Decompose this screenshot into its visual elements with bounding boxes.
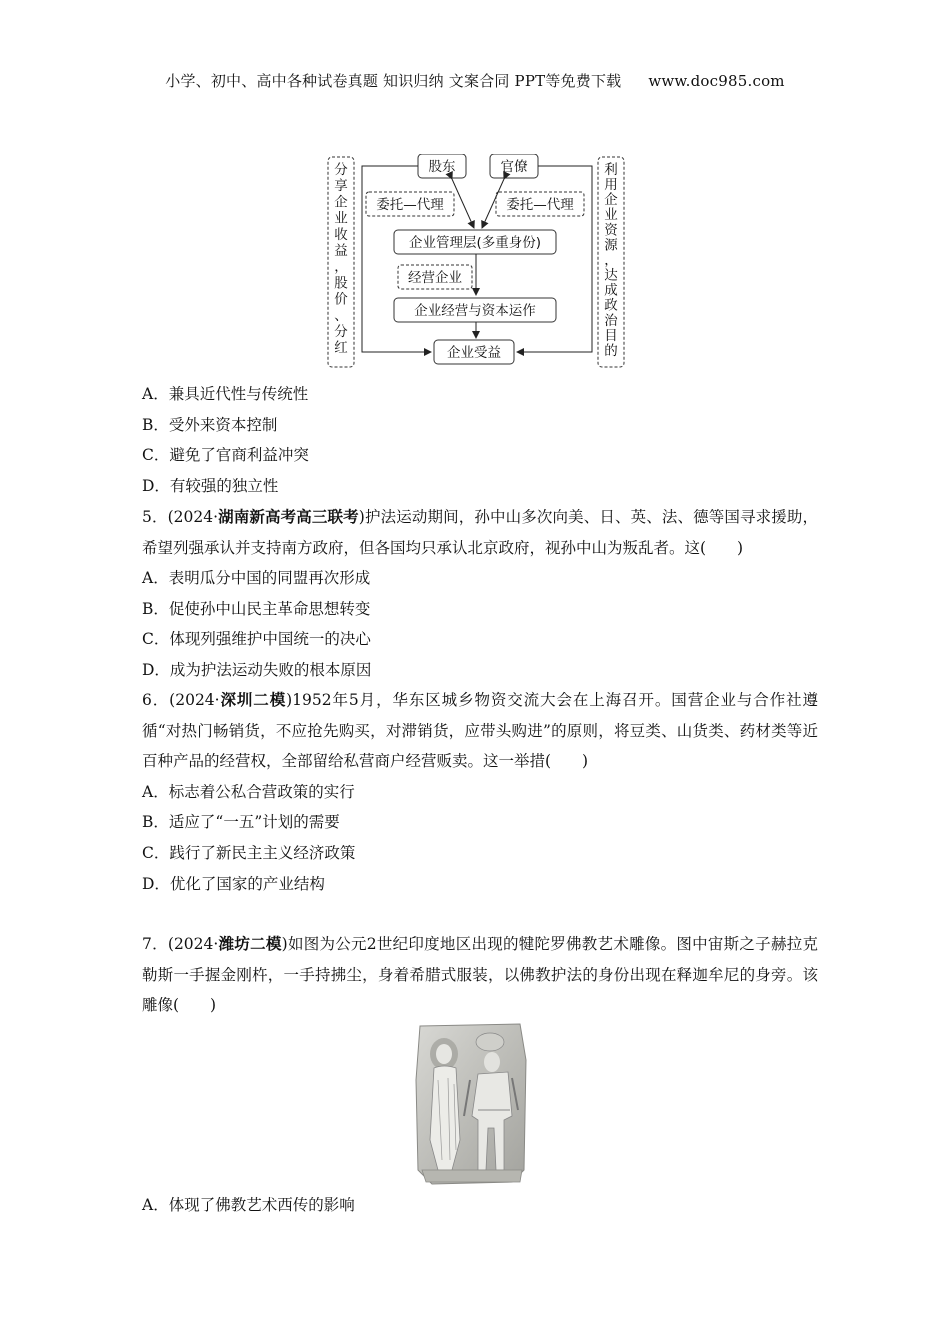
q5-source-pre: (2024· (167, 508, 219, 526)
question-5 (142, 502, 818, 686)
q7-stem-block (142, 929, 818, 1021)
question-7 (142, 929, 818, 1021)
header-text: 小学、初中、高中各种试卷真题 知识归纳 文案合同 PPT等免费下载 (165, 72, 622, 90)
q7-stem: 如图为公元2世纪印度地区出现的犍陀罗佛教艺术雕像。图中宙斯之子赫拉克勒斯一手握金刚杵，一手持拂尘，身着希腊式服装，以佛教护法的身份出现在释迦牟尼的身旁。该雕像( ) (142, 935, 818, 1015)
delegate-right-label: 委托—代理 (506, 197, 574, 213)
q7-number: 7． (142, 935, 168, 953)
operate-label: 经营企业 (408, 270, 462, 286)
q5-option-a: A．表明瓜分中国的同盟再次形成 (142, 569, 371, 588)
q4-option-d: D．有较强的独立性 (142, 476, 279, 495)
q7-source-post: ) (281, 935, 288, 953)
q6-option-a: A．标志着公私合营政策的实行 (142, 782, 355, 801)
left-label: 分享企业收益，股价、分红 (334, 162, 348, 357)
q6-number: 6． (142, 691, 170, 709)
q7-source: 潍坊二模 (218, 934, 282, 953)
left-vertical-label (334, 162, 348, 356)
q5-source-post: ) (358, 508, 365, 526)
officials-label: 官僚 (500, 159, 528, 175)
q6-stem-block (142, 685, 818, 777)
gandhara-statue-image (412, 1020, 529, 1186)
right-label: 利用企业资源，达成政治目的 (604, 162, 618, 359)
arrow-shareholders (452, 179, 474, 228)
q4-options (142, 379, 818, 501)
q4-option-c: C．避免了官商利益冲突 (142, 446, 309, 465)
header-site: www.doc985.com (648, 72, 785, 90)
q6-option-c: C．践行了新民主主义经济政策 (142, 843, 356, 862)
q6-source: 深圳二模 (219, 690, 287, 709)
q5-stem: 护法运动期间，孙中山多次向美、日、英、法、德等国寻求援助，希望列强承认并支持南方政府，但各国均只承认北京政府，视孙中山为叛乱者。这( ) (142, 508, 818, 557)
page-header (0, 70, 950, 91)
q6-option-d: D．优化了国家的产业结构 (142, 874, 325, 893)
q5-option-d: D．成为护法运动失败的根本原因 (142, 660, 372, 679)
q4-option-a: A．兼具近代性与传统性 (142, 385, 309, 403)
management-label: 企业管理层(多重身份) (408, 235, 542, 251)
shareholders-label: 股东 (428, 159, 456, 175)
q7-source-pre: (2024· (167, 935, 219, 953)
q5-number: 5． (142, 508, 168, 526)
delegate-left-label: 委托—代理 (376, 197, 444, 213)
q6-stem: 1952年5月，华东区城乡物资交流大会在上海召开。国营企业与合作社遵循“对热门畅销货，不应抢先购买，对滞销货，应带头购进”的原则，将豆类、山货类、药材类等近百种产品的经营权，全部留给私营商户经营贩卖。这一举措( ) (142, 691, 818, 771)
q4-option-b: B．受外来资本控制 (142, 415, 278, 434)
q5-source: 湖南新高考高三联考 (218, 507, 359, 526)
q7-options (142, 1190, 355, 1220)
q6-source-pre: (2024· (169, 691, 220, 709)
q5-option-c: C．体现列强维护中国统一的决心 (142, 630, 371, 649)
benefit-label: 企业受益 (447, 345, 501, 361)
q5-stem-block (142, 502, 818, 563)
operation-label: 企业经营与资本运作 (414, 303, 536, 319)
q5-option-b: B．促使孙中山民主革命思想转变 (142, 599, 371, 618)
governance-diagram (326, 154, 630, 370)
q7-option-a: A．体现了佛教艺术西传的影响 (142, 1196, 355, 1214)
q6-option-b: B．适应了“一五”计划的需要 (142, 813, 340, 832)
question-6 (142, 685, 818, 899)
q6-source-post: ) (286, 691, 293, 709)
